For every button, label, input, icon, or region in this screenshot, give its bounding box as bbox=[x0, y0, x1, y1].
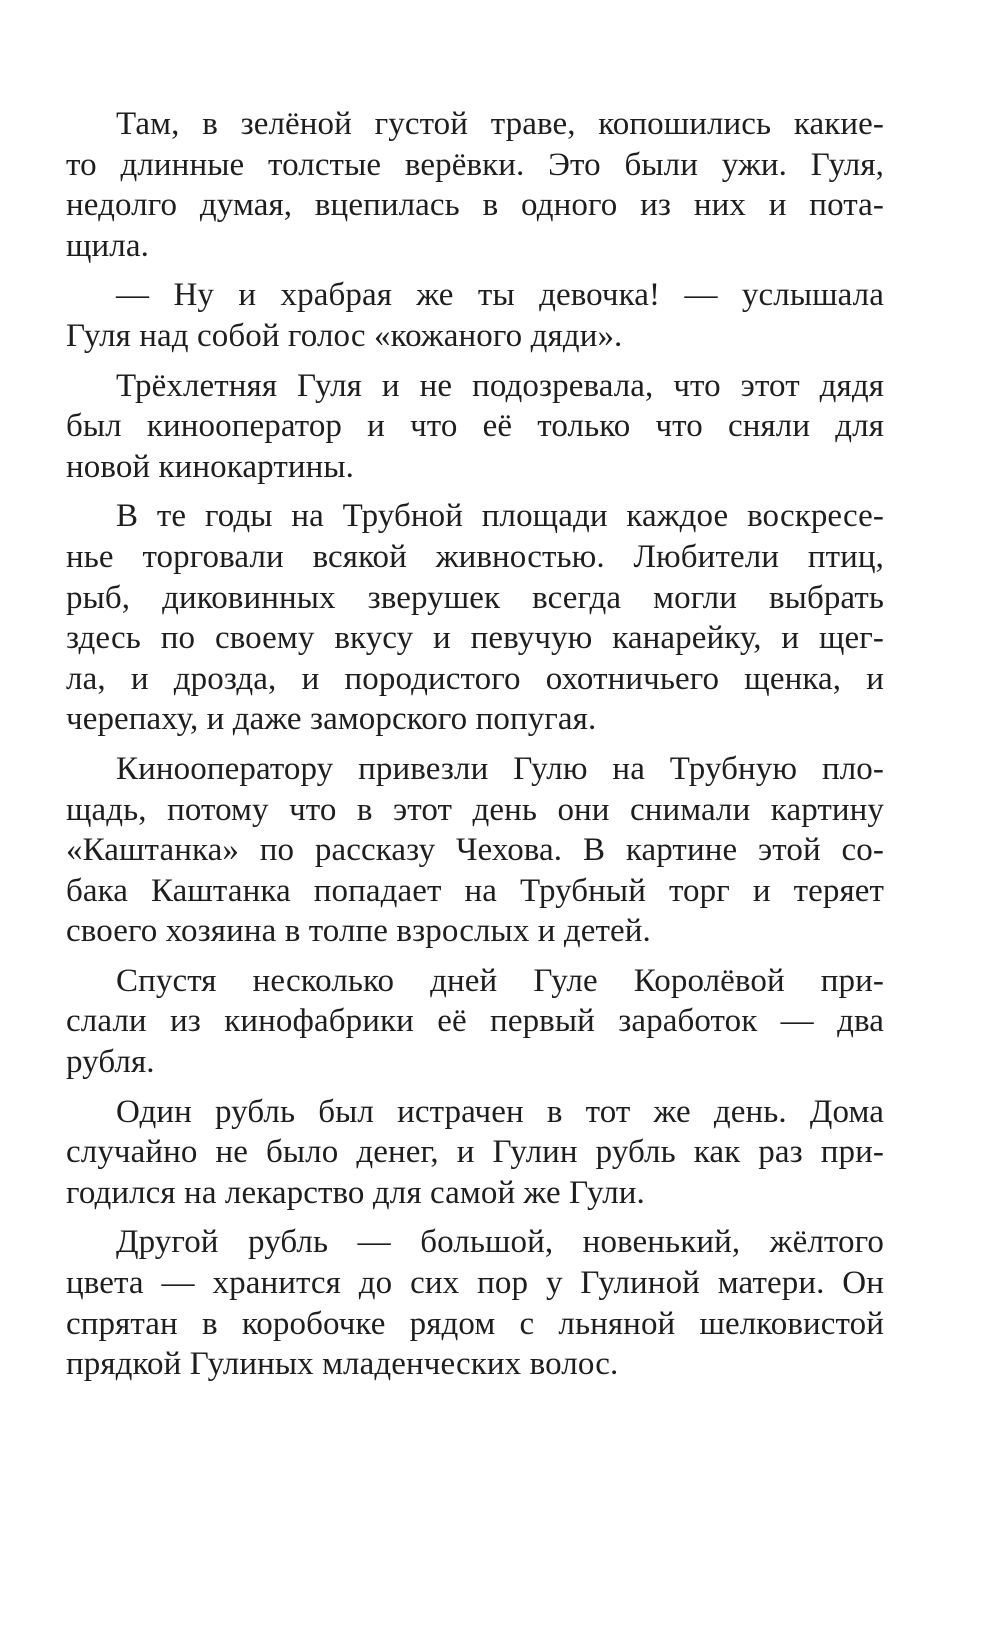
text-line: то длинные толстые верёвки. Это были ужи. Гуля, bbox=[66, 146, 884, 183]
text-line: «Каштанка» по рассказу Чехова. В картине этой со- bbox=[66, 832, 884, 869]
text-line: Там, в зелёной густой траве, копошились какие- bbox=[116, 106, 884, 142]
text-line: Трёхлетняя Гуля и не подозревала, что этот дядя bbox=[116, 367, 884, 404]
text-line: своего хозяина в толпе взрослых и детей. bbox=[66, 913, 651, 950]
text-line: ла, и дрозда, и породистого охотничьего щенка, и bbox=[66, 660, 884, 697]
paragraph bbox=[66, 1092, 884, 1214]
text-line: Другой рубль — большой, новенький, жёлтого bbox=[116, 1224, 884, 1261]
text-line: бака Каштанка попадает на Трубный торг и теряет bbox=[66, 872, 884, 909]
text-line: недолго думая, вцепилась в одного из них и пота- bbox=[66, 187, 884, 224]
text-line: рубля. bbox=[66, 1044, 155, 1081]
paragraph bbox=[66, 496, 884, 740]
paragraph bbox=[66, 104, 884, 266]
text-line: случайно не было денег, и Гулин рубль как раз при- bbox=[66, 1134, 884, 1171]
text-line: Кинооператору привезли Гулю на Трубную пло- bbox=[116, 750, 884, 787]
text-line: рыб, диковинных зверушек всегда могли выбрать bbox=[66, 579, 884, 616]
page-body-text bbox=[66, 104, 884, 1394]
paragraph bbox=[66, 749, 884, 952]
text-line: щадь, потому что в этот день они снимали картину bbox=[66, 791, 884, 828]
paragraph bbox=[66, 961, 884, 1083]
text-line: слали из кинофабрики её первый заработок — два bbox=[66, 1003, 884, 1040]
text-line: цвета — хранится до сих пор у Гулиной матери. Он bbox=[66, 1265, 884, 1302]
paragraph bbox=[66, 366, 884, 488]
text-line: черепаху, и даже заморского попугая. bbox=[66, 701, 597, 738]
paragraph bbox=[66, 1222, 884, 1384]
text-line: — Ну и храбрая же ты девочка! — услышала bbox=[116, 277, 884, 314]
text-line: Гуля над собой голос «кожаного дяди». bbox=[66, 317, 623, 354]
text-line: спрятан в коробочке рядом с льняной шелковистой bbox=[66, 1305, 884, 1342]
text-line: годился на лекарство для самой же Гули. bbox=[66, 1174, 645, 1211]
text-line: щила. bbox=[66, 227, 149, 264]
text-line: Спустя несколько дней Гуле Королёвой при- bbox=[116, 962, 884, 999]
text-line: нье торговали всякой живностью. Любители птиц, bbox=[66, 538, 884, 575]
text-line: здесь по своему вкусу и певучую канарейку, и щег- bbox=[66, 620, 884, 657]
text-line: был кинооператор и что её только что сняли для bbox=[66, 408, 884, 445]
text-line: прядкой Гулиных младенческих волос. bbox=[66, 1346, 619, 1383]
text-line: новой кинокартины. bbox=[66, 448, 354, 485]
paragraph bbox=[66, 275, 884, 356]
text-line: Один рубль был истрачен в тот же день. Дома bbox=[116, 1093, 884, 1130]
text-line: В те годы на Трубной площади каждое воскресе- bbox=[116, 498, 884, 535]
